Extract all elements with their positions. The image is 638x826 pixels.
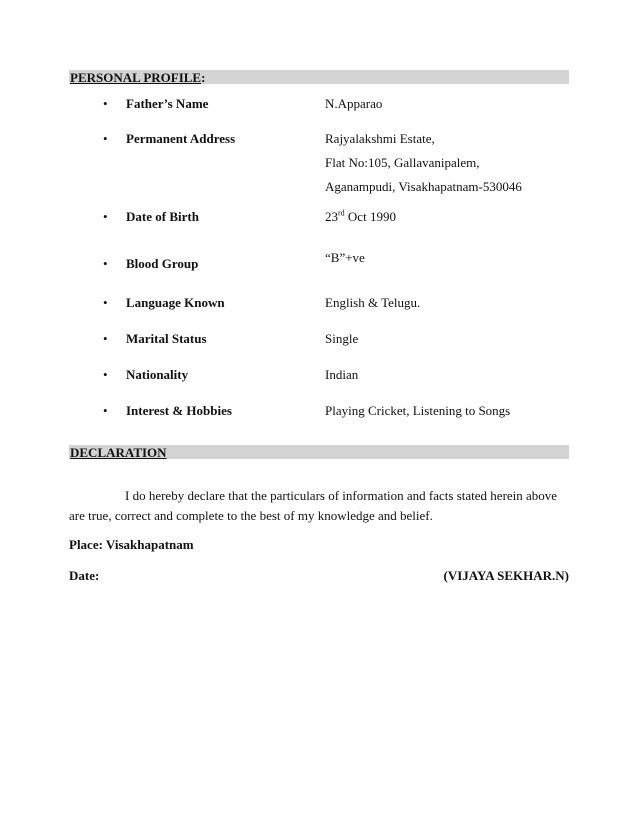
declaration-heading — [69, 445, 569, 459]
profile-label: Language Known — [126, 295, 225, 310]
profile-value — [325, 92, 382, 116]
profile-value — [325, 363, 358, 387]
profile-value-line: Rajyalakshmi Estate, — [325, 131, 435, 146]
bullet-icon: • — [103, 256, 108, 271]
profile-value-line: “B”+ve — [325, 250, 365, 265]
dob-month-year: Oct 1990 — [344, 209, 396, 224]
bullet-icon: • — [103, 331, 108, 346]
profile-label: Father’s Name — [126, 96, 209, 111]
profile-label: Blood Group — [126, 256, 199, 271]
bullet-icon: • — [103, 209, 108, 224]
declaration-paragraph — [69, 486, 569, 526]
profile-value — [325, 246, 365, 270]
profile-label: Permanent Address — [126, 131, 236, 146]
profile-value-line: Single — [325, 331, 359, 346]
profile-value-line — [325, 205, 396, 229]
profile-value — [325, 291, 420, 315]
bullet-icon: • — [103, 367, 108, 382]
dob-suffix: rd — [338, 208, 345, 218]
date-line: Date: — [69, 568, 100, 583]
profile-value-line: Indian — [325, 367, 359, 382]
signature-name: (VIJAYA SEKHAR.N) — [443, 568, 569, 583]
profile-value — [325, 127, 522, 199]
profile-value-line: Playing Cricket, Listening to Songs — [325, 403, 511, 418]
profile-value — [325, 205, 396, 229]
profile-label: Nationality — [126, 367, 189, 382]
profile-value-line: N.Apparao — [325, 96, 383, 111]
profile-value — [325, 327, 358, 351]
profile-value-line: English & Telugu. — [325, 295, 421, 310]
profile-label: Date of Birth — [126, 209, 199, 224]
profile-value-line: Aganampudi, Visakhapatnam-530046 — [325, 179, 522, 194]
declaration-heading-text: DECLARATION — [70, 445, 167, 460]
place-line: Place: Visakhapatnam — [69, 537, 194, 552]
profile-label: Interest & Hobbies — [126, 403, 232, 418]
personal-profile-heading-text: PERSONAL PROFILE — [70, 70, 202, 85]
bullet-icon: • — [103, 403, 108, 418]
bullet-icon: • — [103, 96, 108, 111]
profile-value — [325, 399, 510, 423]
declaration-text: I do hereby declare that the particulars of information and facts stated herein above are true, correct and complete to the best of my knowledge and belief. — [69, 488, 558, 523]
bullet-icon: • — [103, 295, 108, 310]
profile-value-line: Flat No:105, Gallavanipalem, — [325, 155, 480, 170]
dob-day: 23 — [325, 209, 338, 224]
personal-profile-heading-colon: : — [201, 70, 206, 85]
profile-label: Marital Status — [126, 331, 207, 346]
bullet-icon: • — [103, 131, 108, 146]
personal-profile-heading — [69, 70, 569, 84]
